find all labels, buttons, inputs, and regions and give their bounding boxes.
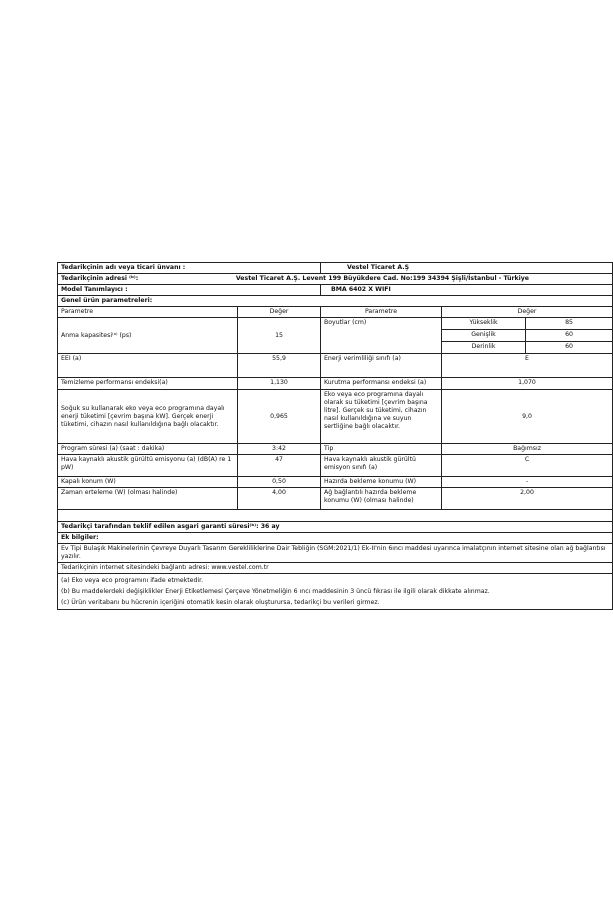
website-text: Tedarikçinin internet sitesindeki bağlantı adresi: www.vestel.com.tr	[58, 563, 613, 574]
website-row	[58, 563, 613, 574]
general-heading-row	[58, 296, 613, 307]
eei-value: 55,9	[238, 354, 321, 378]
note-b: (b) Bu maddelerdeki değişiklikler Enerji Etiketlemesi Çerçeve Yönetmeliğin 6 ıncı maddesinin 3 üncü fıkrası ile ilgili olarak dikkate alınmaz.	[61, 588, 490, 595]
program-duration-label: Program süresi (a) (saat : dakika)	[58, 444, 238, 455]
off-mode-value: 0,50	[238, 477, 321, 488]
head-param-left: Parametre	[58, 307, 238, 318]
water-consumption-value: 9,0	[442, 390, 613, 444]
eei-row	[58, 354, 613, 378]
networked-standby-label: Ağ bağlantılı hazırda bekleme konumu (W) (olması halinde)	[321, 488, 442, 510]
eei-label: EEI (a)	[58, 354, 238, 378]
supplier-name-value: Vestel Ticaret A.Ş	[321, 263, 613, 274]
extra-text-row	[58, 544, 613, 563]
cleaning-index-value: 1,130	[238, 378, 321, 390]
networked-standby-value: 2,00	[442, 488, 613, 510]
note-c: (c) Ürün veritabanı bu hücrenin içeriğini otomatik kesin olarak oluşturursa, tedarikçi bu verileri girmez.	[61, 599, 380, 606]
supplier-name-label: Tedarikçinin adı veya ticari ünvanı :	[58, 263, 321, 274]
noise-class-value: C	[442, 455, 613, 477]
model-value: BMA 6402 X WIFI	[321, 285, 613, 296]
extra-info-heading: Ek bilgiler:	[58, 533, 613, 544]
performance-row	[58, 378, 613, 390]
depth-label: Derinlik	[442, 342, 526, 354]
noise-row	[58, 455, 613, 477]
head-value-right: Değer	[442, 307, 613, 318]
dimensions-label: Boyutlar (cm)	[321, 318, 442, 354]
width-value: 60	[526, 330, 613, 342]
supplier-address-row	[58, 274, 613, 285]
depth-value: 60	[526, 342, 613, 354]
standby-value: -	[442, 477, 613, 488]
supplier-name-row	[58, 263, 613, 274]
delay-start-value: 4,00	[238, 488, 321, 510]
duration-row	[58, 444, 613, 455]
energy-class-label: Enerji verimliliği sınıfı (a)	[321, 354, 442, 378]
width-label: Genişlik	[442, 330, 526, 342]
supplier-address-value: Vestel Ticaret A.Ş. Levent 199 Büyükdere Cad. No:199 34394 Şişli/İstanbul - Türkiye	[235, 275, 530, 282]
drying-index-label: Kurutma performansı endeksi (a)	[321, 378, 442, 390]
cleaning-index-label: Temizleme performansı endeksi(a)	[58, 378, 238, 390]
water-consumption-label: Eko veya eco programına dayalı olarak su tüketimi [çevrim başına litre]. Gerçek su tüketimi, cihazın nasıl kullanıldığına ve suyun sertliğine bağlı olacaktır.	[321, 390, 442, 444]
capacity-label: Anma kapasitesi⁽ᵃ⁾ (ps)	[58, 318, 238, 354]
program-duration-value: 3:42	[238, 444, 321, 455]
energy-consumption-value: 0,965	[238, 390, 321, 444]
warranty-row	[58, 522, 613, 533]
type-label: Tip	[321, 444, 442, 455]
supplier-address-label: Tedarikçinin adresi ⁽ᵇ⁾:	[61, 275, 139, 282]
spacer-row	[58, 510, 613, 522]
noise-class-label: Hava kaynaklı akustik gürültü emisyon sınıfı (a)	[321, 455, 442, 477]
head-value-left: Değer	[238, 307, 321, 318]
model-row	[58, 285, 613, 296]
dims-height-row	[58, 318, 613, 330]
energy-class-value: E	[442, 354, 613, 378]
drying-index-value: 1,070	[442, 378, 613, 390]
height-value: 85	[526, 318, 613, 330]
off-mode-row	[58, 477, 613, 488]
product-information-sheet	[57, 262, 612, 610]
noise-label: Hava kaynaklı akustik gürültü emisyonu (a) (dB(A) re 1 pW)	[58, 455, 238, 477]
extra-info-text: Ev Tipi Bulaşık Makinelerinin Çevreye Duyarlı Tasarım Gerekliliklerine Dair Tebliğin (SGM:2021/1) Ek-II'nin 6ıncı maddesi uyarınca imalatçının internet sitesine olan ağ bağlantısı yazılır.	[58, 544, 613, 563]
energy-consumption-label: Soğuk su kullanarak eko veya eco programına dayalı enerji tüketimi [çevrim başına kW]. Gerçek enerji tüketimi, cihazın nasıl kullanıldığına bağlı olacaktır.	[58, 390, 238, 444]
consumption-row	[58, 390, 613, 444]
extra-heading-row	[58, 533, 613, 544]
warranty-text: Tedarikçi tarafından teklif edilen asgari garanti süresi⁽ᵇ⁾: 36 ay	[58, 522, 613, 533]
standby-label: Hazırda bekleme konumu (W)	[321, 477, 442, 488]
noise-value: 47	[238, 455, 321, 477]
type-value: Bağımsız	[442, 444, 613, 455]
off-mode-label: Kapalı konum (W)	[58, 477, 238, 488]
general-parameters-heading: Genel ürün parametreleri:	[58, 296, 613, 307]
parameters-table	[57, 262, 613, 610]
head-param-right: Parametre	[321, 307, 442, 318]
height-label: Yükseklik	[442, 318, 526, 330]
delay-start-label: Zaman erteleme (W) (olması halinde)	[58, 488, 238, 510]
model-label: Model Tanımlayıcı :	[58, 285, 321, 296]
column-header-row	[58, 307, 613, 318]
delay-row	[58, 488, 613, 510]
capacity-value: 15	[238, 318, 321, 354]
empty-cell	[58, 510, 613, 522]
note-a: (a) Eko veya eco programını ifade etmektedir.	[61, 577, 204, 584]
notes-row	[58, 574, 613, 610]
